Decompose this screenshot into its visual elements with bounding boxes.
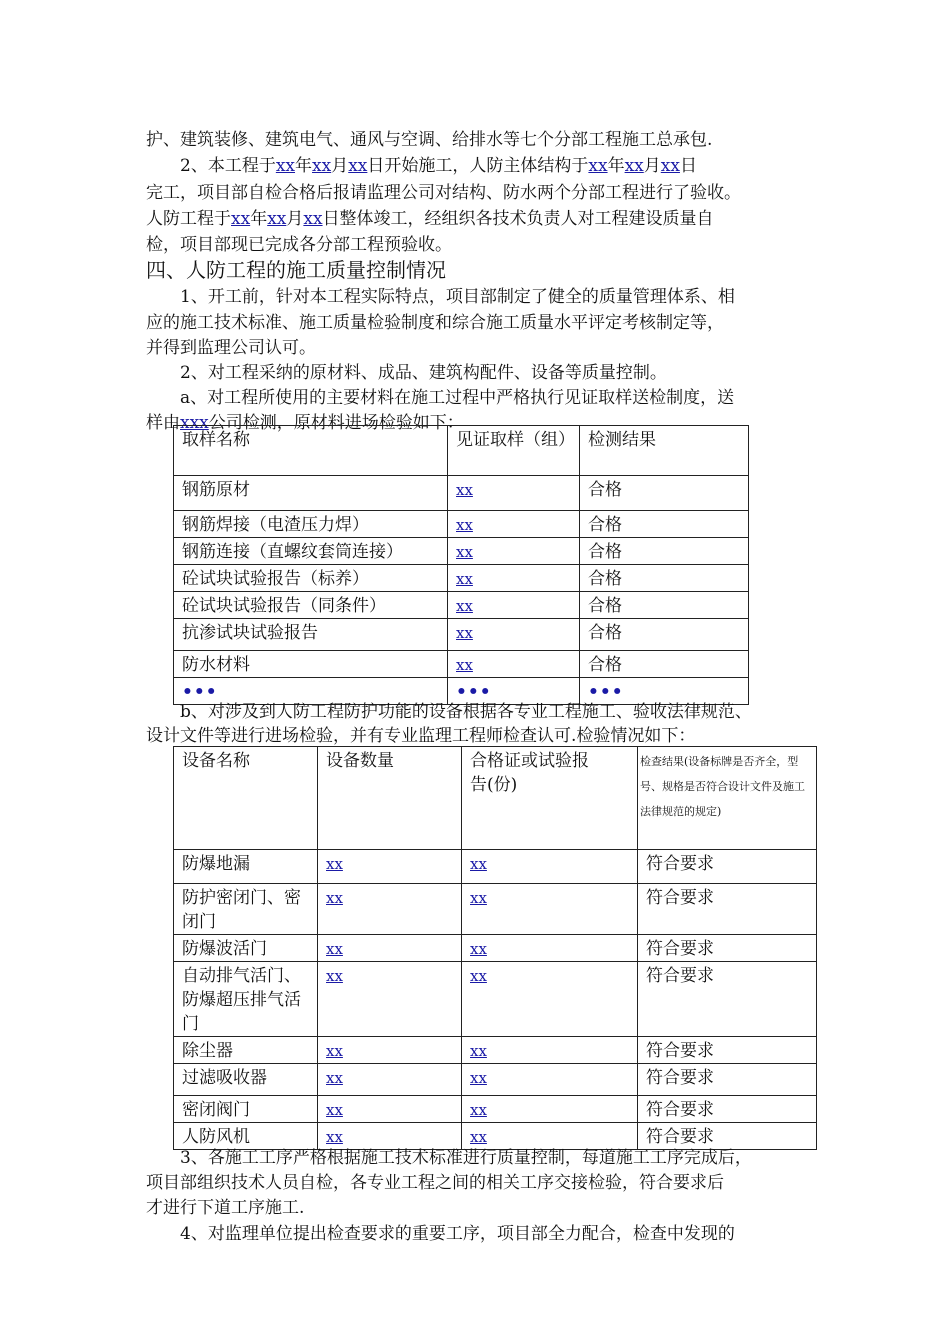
table-cell	[318, 884, 462, 935]
table-cell: 过滤吸收器	[174, 1064, 318, 1096]
text: 2、本工程于	[180, 156, 276, 176]
header-cell: 设备名称	[174, 747, 318, 850]
text: 日	[679, 156, 697, 176]
table-cell	[462, 1037, 638, 1064]
table-cell: 砼试块试验报告（标养）	[174, 565, 448, 592]
table-cell	[462, 884, 638, 935]
placeholder-link[interactable]: xx	[326, 855, 343, 873]
text: 年	[250, 209, 268, 229]
table-cell: 钢筋原材	[174, 476, 448, 511]
paragraph-line: 护、建筑装修、建筑电气、通风与空调、给排水等七个分部工程施工总承包.	[146, 130, 713, 150]
placeholder-link[interactable]: xx	[456, 597, 473, 615]
table-cell: 合格	[580, 651, 749, 678]
table-cell	[448, 619, 580, 651]
text: 月	[286, 209, 304, 229]
paragraph-line: b、对涉及到人防工程防护功能的设备根据各专业工程施工、验收法律规范、	[180, 702, 752, 722]
table-cell: 合格	[580, 538, 749, 565]
table-row	[174, 565, 749, 592]
table-row	[174, 1037, 817, 1064]
paragraph-line: 应的施工技术标准、施工质量检验制度和综合施工质量水平评定考核制定等，	[146, 313, 724, 333]
table-cell	[318, 850, 462, 884]
text: 日整体竣工，经组织各技术负责人对工程建设质量自	[322, 209, 714, 229]
table-cell	[462, 850, 638, 884]
header-cell: 设备数量	[318, 747, 462, 850]
table-cell	[318, 962, 462, 1037]
section-heading: 四、人防工程的施工质量控制情况	[146, 258, 446, 282]
placeholder-link[interactable]: xx	[312, 156, 332, 176]
table-cell: 密闭阀门	[174, 1096, 318, 1123]
material-inspection-table	[173, 425, 749, 705]
paragraph-line: a、对工程所使用的主要材料在施工过程中严格执行见证取样送检制度，送	[180, 388, 735, 408]
table-cell: 符合要求	[638, 1096, 817, 1123]
placeholder-link[interactable]: xx	[456, 543, 473, 561]
table-row	[174, 651, 749, 678]
table-header-row	[174, 426, 749, 476]
header-cell: 取样名称	[174, 426, 448, 476]
text: 人防工程于	[146, 209, 231, 229]
table-cell: 人防风机	[174, 1123, 318, 1150]
table-cell: 抗渗试块试验报告	[174, 619, 448, 651]
equipment-inspection-table	[173, 746, 817, 1150]
placeholder-link[interactable]: xx	[456, 570, 473, 588]
table-row	[174, 476, 749, 511]
paragraph-line: 才进行下道工序施工.	[146, 1198, 305, 1218]
table-cell: 符合要求	[638, 1037, 817, 1064]
placeholder-link[interactable]: xx	[348, 156, 368, 176]
table-cell: 符合要求	[638, 850, 817, 884]
table-cell: 除尘器	[174, 1037, 318, 1064]
text: 日开始施工，人防主体结构于	[367, 156, 589, 176]
ellipsis-marker: •••	[588, 682, 624, 702]
table-cell	[462, 962, 638, 1037]
placeholder-link[interactable]: xx	[303, 209, 323, 229]
table-cell: 合格	[580, 565, 749, 592]
table-cell: 砼试块试验报告（同条件）	[174, 592, 448, 619]
paragraph-line	[146, 206, 820, 232]
table-cell	[448, 538, 580, 565]
table-row	[174, 1096, 817, 1123]
table-cell: 符合要求	[638, 962, 817, 1037]
table-cell: 合格	[580, 476, 749, 511]
table-cell: 防水材料	[174, 651, 448, 678]
table-header-row	[174, 747, 817, 850]
table-cell	[318, 935, 462, 962]
table-row	[174, 935, 817, 962]
table-cell: 钢筋连接（直螺纹套筒连接）	[174, 538, 448, 565]
placeholder-link[interactable]: xx	[470, 1042, 487, 1060]
placeholder-link[interactable]: xx	[470, 940, 487, 958]
header-cell: 检查结果(设备标牌是否齐全，型号、规格是否符合设计文件及施工法律规范的规定)	[638, 747, 817, 850]
text: 月	[331, 156, 349, 176]
table-cell	[318, 1037, 462, 1064]
table-cell	[462, 1064, 638, 1096]
placeholder-link[interactable]: xx	[470, 855, 487, 873]
placeholder-link[interactable]: xx	[624, 156, 644, 176]
placeholder-link[interactable]: xx	[326, 1042, 343, 1060]
placeholder-link[interactable]: xx	[470, 1069, 487, 1087]
table-cell	[462, 935, 638, 962]
table-cell: 自动排气活门、防爆超压排气活门	[174, 962, 318, 1037]
text: 年	[295, 156, 313, 176]
paragraph-line: 2、对工程采纳的原材料、成品、建筑构配件、设备等质量控制。	[180, 363, 667, 383]
paragraph-line: 设计文件等进行进场检验，并有专业监理工程师检查认可.检验情况如下：	[146, 726, 696, 746]
placeholder-link[interactable]: xx	[470, 967, 487, 985]
placeholder-link[interactable]: xx	[470, 1128, 487, 1146]
placeholder-link[interactable]: xx	[456, 624, 473, 642]
placeholder-link[interactable]: xx	[456, 516, 473, 534]
table-cell: 合格	[580, 592, 749, 619]
placeholder-link[interactable]: xx	[326, 940, 343, 958]
paragraph-line	[180, 153, 820, 179]
table-row	[174, 619, 749, 651]
text: 公司检测，原材料进场检验如下：	[208, 413, 464, 433]
table-row	[174, 884, 817, 935]
text: 月	[643, 156, 661, 176]
table-row	[174, 592, 749, 619]
placeholder-link[interactable]: xx	[326, 1101, 343, 1119]
table-row	[174, 962, 817, 1037]
placeholder-link[interactable]: xx	[326, 967, 343, 985]
placeholder-link[interactable]: xx	[275, 156, 296, 176]
table-cell	[448, 511, 580, 538]
table-cell: 符合要求	[638, 1123, 817, 1150]
table-cell: 防护密闭门、密闭门	[174, 884, 318, 935]
table-cell: 防爆地漏	[174, 850, 318, 884]
table-cell	[448, 651, 580, 678]
table-cell	[448, 476, 580, 511]
placeholder-link[interactable]: xx	[660, 156, 680, 176]
placeholder-link[interactable]: xx	[470, 1101, 487, 1119]
table-row	[174, 538, 749, 565]
header-cell: 检测结果	[580, 426, 749, 476]
table-cell: 钢筋焊接（电渣压力焊）	[174, 511, 448, 538]
table-cell: 符合要求	[638, 935, 817, 962]
placeholder-link[interactable]: xxx	[180, 413, 209, 433]
table-row	[174, 511, 749, 538]
table-cell	[462, 1096, 638, 1123]
header-cell: 合格证或试验报告(份)	[462, 747, 638, 850]
placeholder-link[interactable]: xx	[456, 656, 473, 674]
table-cell	[318, 1064, 462, 1096]
placeholder-link[interactable]: xx	[267, 209, 287, 229]
table-row	[174, 1064, 817, 1096]
text: 年	[607, 156, 625, 176]
text: 样由	[146, 413, 180, 433]
placeholder-link[interactable]: xx	[326, 889, 343, 907]
placeholder-link[interactable]: xx	[456, 481, 473, 499]
placeholder-link[interactable]: xx	[588, 156, 608, 176]
paragraph-line: 并得到监理公司认可。	[146, 338, 316, 358]
paragraph-line: 项目部组织技术人员自检，各专业工程之间的相关工序交接检验，符合要求后	[146, 1173, 724, 1193]
table-cell	[448, 592, 580, 619]
table-cell: 合格	[580, 511, 749, 538]
placeholder-link[interactable]: xx	[326, 1128, 343, 1146]
header-cell: 见证取样（组）	[448, 426, 580, 476]
table-cell	[318, 1096, 462, 1123]
table-cell: 防爆波活门	[174, 935, 318, 962]
table-cell	[448, 565, 580, 592]
table-cell: 符合要求	[638, 884, 817, 935]
paragraph-line: 4、对监理单位提出检查要求的重要工序，项目部全力配合，检查中发现的	[180, 1224, 735, 1244]
placeholder-link[interactable]: xx	[470, 889, 487, 907]
table-row	[174, 850, 817, 884]
placeholder-link[interactable]: xx	[326, 1069, 343, 1087]
paragraph-line: 3、各施工工序严格根据施工技术标准进行质量控制，每道施工工序完成后，	[180, 1148, 752, 1168]
ellipsis-marker: •••	[456, 682, 492, 702]
placeholder-link[interactable]: xx	[231, 209, 251, 229]
paragraph-line: 1、开工前，针对本工程实际特点，项目部制定了健全的质量管理体系、相	[180, 287, 735, 307]
ellipsis-marker: •••	[182, 682, 218, 702]
paragraph-line: 完工，项目部自检合格后报请监理公司对结构、防水两个分部工程进行了验收。	[146, 183, 741, 203]
table-cell: 符合要求	[638, 1064, 817, 1096]
paragraph-line: 检，项目部现已完成各分部工程预验收。	[146, 235, 452, 255]
table-cell: 合格	[580, 619, 749, 651]
